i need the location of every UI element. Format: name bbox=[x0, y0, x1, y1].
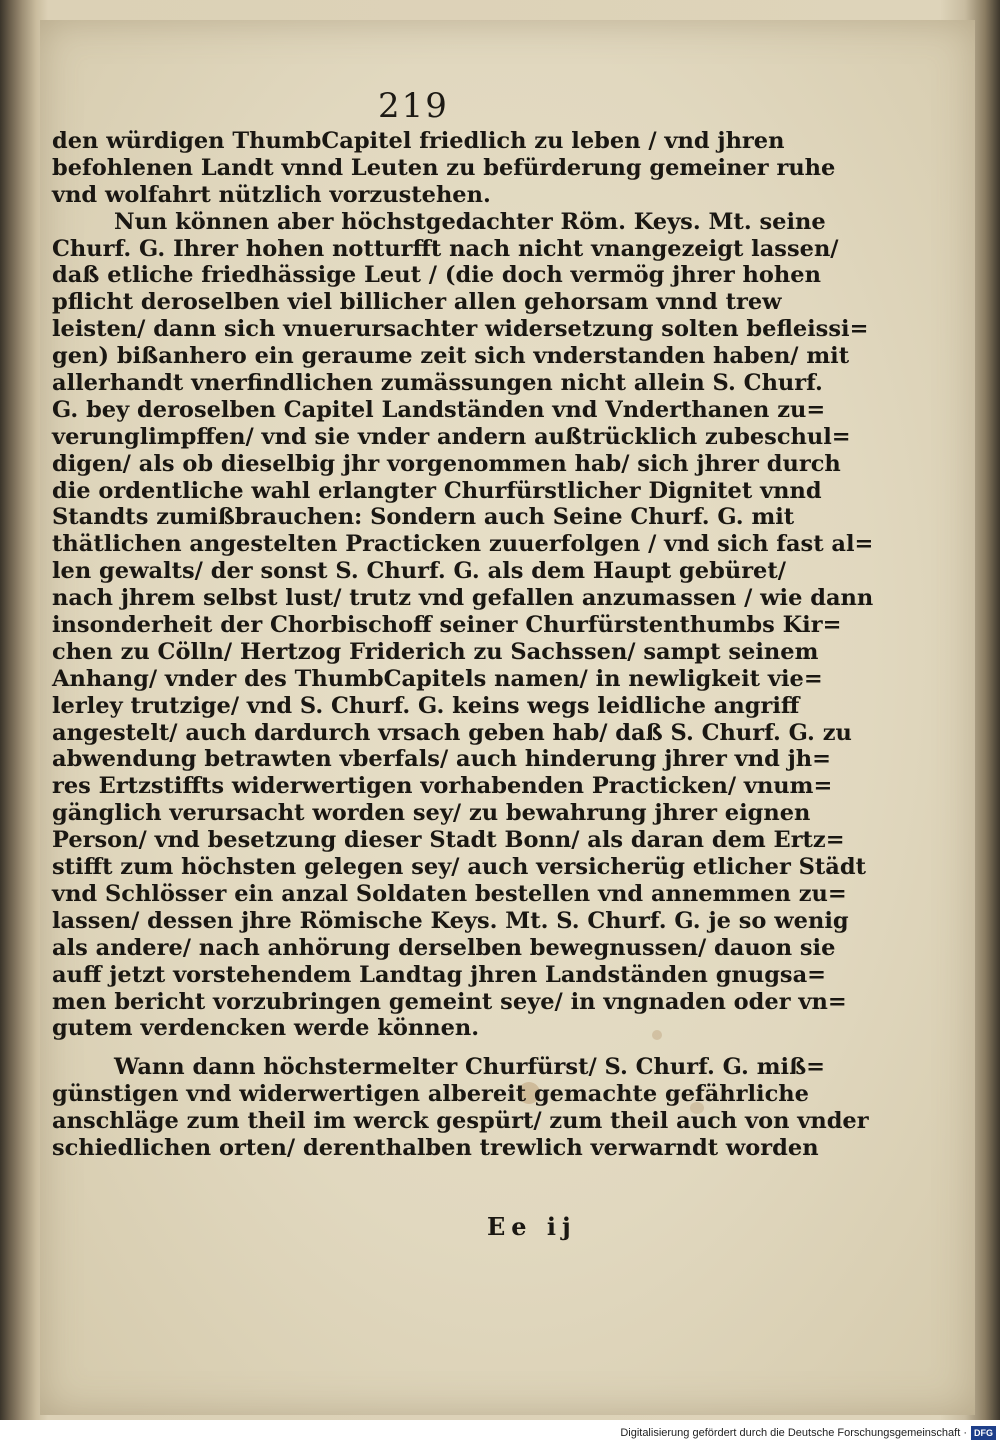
text-line: auff jetzt vorstehendem Landtag jhren Landständen gnugsa= bbox=[52, 961, 827, 988]
text-line: gutem verdencken werde können. bbox=[52, 1015, 480, 1042]
text-line: die ordentliche wahl erlangter Churfürstlicher Dignitet vnnd bbox=[52, 477, 822, 504]
signature-mark: Ee ij bbox=[487, 1212, 577, 1241]
text-line: befohlenen Landt vnnd Leuten zu befürderung gemeiner ruhe bbox=[52, 154, 836, 181]
text-line: men bericht vorzubringen gemeint seye/ in vngnaden oder vn= bbox=[52, 988, 847, 1015]
text-line: gen) bißanhero ein geraume zeit sich vnderstanden haben/ mit bbox=[52, 343, 850, 370]
text-line: leisten/ dann sich vnuerursachter widersetzung solten befleissi= bbox=[52, 316, 869, 343]
text-line: Churf. G. Ihrer hohen notturfft nach nicht vnangezeigt lassen/ bbox=[52, 235, 839, 262]
footer-credit-text: Digitalisierung gefördert durch die Deutsche Forschungsgemeinschaft · bbox=[620, 1427, 967, 1439]
text-line: lassen/ dessen jhre Römische Keys. Mt. S. Churf. G. je so wenig bbox=[52, 907, 849, 934]
text-line: nach jhrem selbst lust/ trutz vnd gefallen anzumassen / wie dann bbox=[52, 585, 874, 612]
text-line: vnd wolfahrt nützlich vorzustehen. bbox=[52, 181, 491, 208]
text-line: G. bey deroselben Capitel Landständen vnd Vnderthanen zu= bbox=[52, 396, 826, 423]
body-text bbox=[52, 128, 874, 1162]
text-line: gänglich verursacht worden sey/ zu bewahrung jhrer eignen bbox=[52, 800, 811, 827]
text-line: Anhang/ vnder des ThumbCapitels namen/ in newligkeit vie= bbox=[52, 665, 823, 692]
text-line: als andere/ nach anhörung derselben bewegnussen/ dauon sie bbox=[52, 934, 836, 961]
text-line: Standts zumißbrauchen: Sondern auch Seine Churf. G. mit bbox=[52, 504, 795, 531]
text-line: chen zu Cölln/ Hertzog Friderich zu Sachssen/ sampt seinem bbox=[52, 638, 819, 665]
page-number: 219 bbox=[378, 86, 449, 126]
dfg-logo-icon: DFG bbox=[971, 1426, 996, 1440]
text-line: lerley trutzige/ vnd S. Churf. G. keins wegs leidliche angriff bbox=[52, 692, 800, 719]
text-line: insonderheit der Chorbischoff seiner Churfürstenthumbs Kir= bbox=[52, 612, 842, 639]
text-line: res Ertzstiffts widerwertigen vorhabenden Practicken/ vnum= bbox=[52, 773, 833, 800]
text-line: len gewalts/ der sonst S. Churf. G. als dem Haupt gebüret/ bbox=[52, 558, 786, 585]
text-line: abwendung betrawten vberfals/ auch hinderung jhrer vnd jh= bbox=[52, 746, 831, 773]
text-line: verunglimpffen/ vnd sie vnder andern außtrücklich zubeschul= bbox=[52, 423, 851, 450]
text-line: angestelt/ auch dardurch vrsach geben hab/ daß S. Churf. G. zu bbox=[52, 719, 852, 746]
text-line: daß etliche friedhässige Leut / (die doch vermög jhrer hohen bbox=[52, 262, 821, 289]
text-line: vnd Schlösser ein anzal Soldaten bestellen vnd annemmen zu= bbox=[52, 880, 847, 907]
text-line: Wann dann höchstermelter Churfürst/ S. Churf. G. miß= bbox=[114, 1054, 826, 1081]
text-line: den würdigen ThumbCapitel friedlich zu leben / vnd jhren bbox=[52, 128, 785, 154]
text-line: thätlichen angestelten Practicken zuuerfolgen / vnd sich fast al= bbox=[52, 531, 874, 558]
text-line: Nun können aber höchstgedachter Röm. Keys. Mt. seine bbox=[114, 208, 826, 235]
paragraph-gap bbox=[52, 1042, 760, 1054]
text-line: pflicht deroselben viel billicher allen gehorsam vnnd trew bbox=[52, 289, 782, 316]
text-line: digen/ als ob dieselbig jhr vorgenommen hab/ sich jhrer durch bbox=[52, 450, 841, 477]
text-line: anschläge zum theil im werck gespürt/ zum theil auch von vnder bbox=[52, 1108, 869, 1135]
text-line: Person/ vnd besetzung dieser Stadt Bonn/ als daran dem Ertz= bbox=[52, 827, 845, 854]
text-line: stifft zum höchsten gelegen sey/ auch versicherüg etlicher Städt bbox=[52, 854, 866, 881]
text-line: allerhandt vnerfindlichen zumässungen nicht allein S. Churf. bbox=[52, 370, 823, 397]
digitization-footer bbox=[620, 1426, 996, 1440]
text-line: schiedlichen orten/ derenthalben trewlich verwarndt worden bbox=[52, 1134, 819, 1161]
text-line: günstigen vnd widerwertigen albereit gemachte gefährliche bbox=[52, 1081, 809, 1108]
